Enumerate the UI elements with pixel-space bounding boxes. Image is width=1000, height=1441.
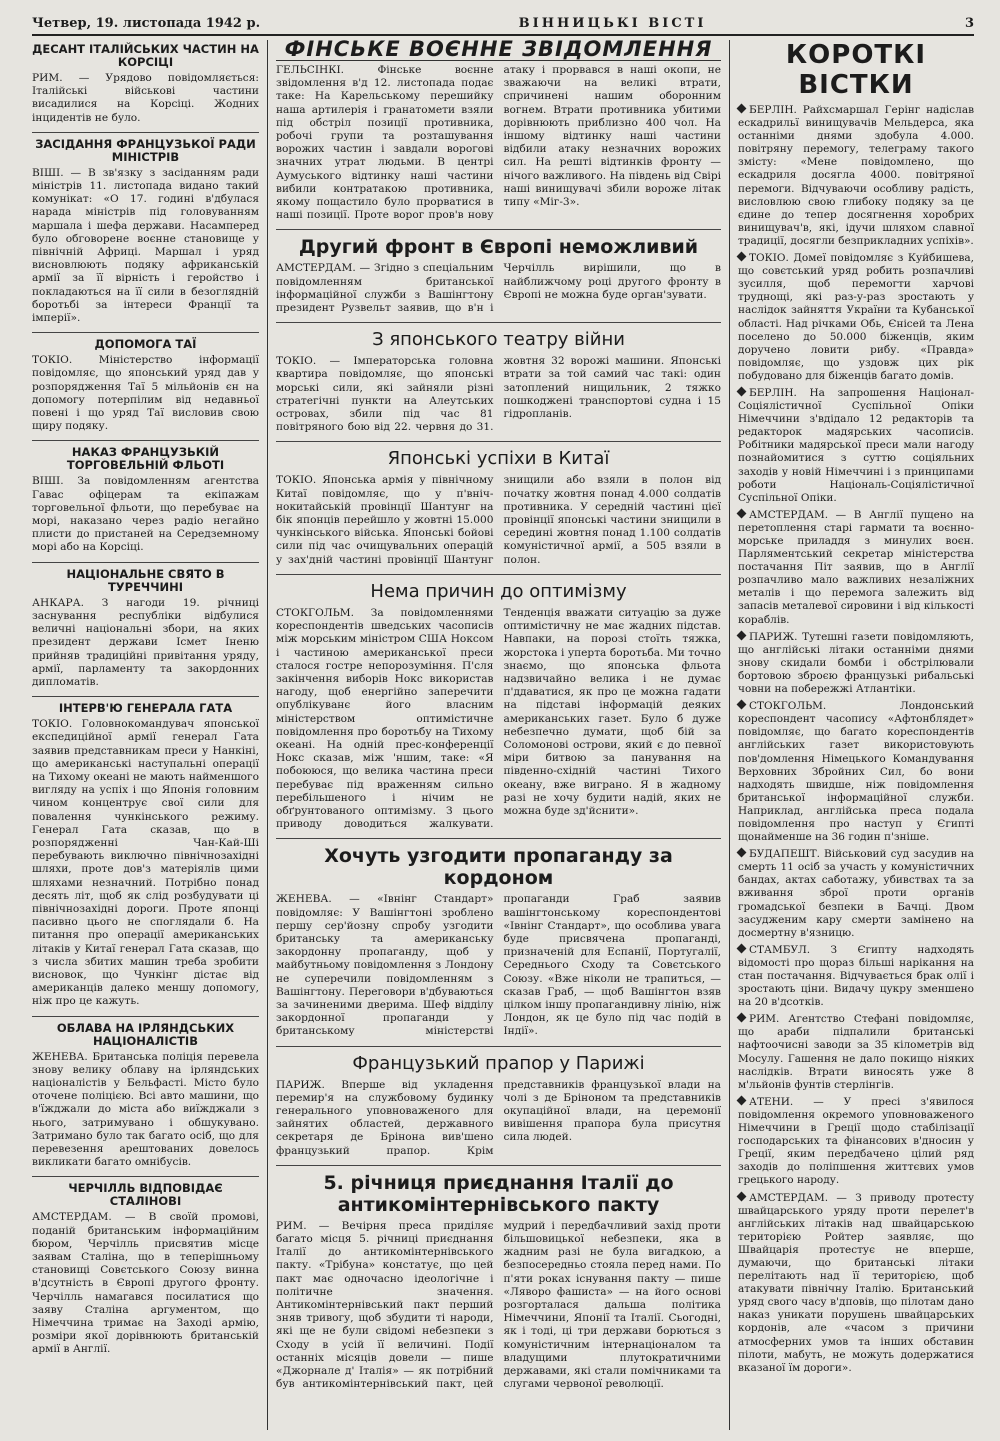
newspaper-title: ВІННИЦЬКІ ВІСТІ [518,16,707,31]
divider [32,1176,259,1177]
news-item-text: ПАРИЖ. Тутешні газети повідомляють, що англійські літаки останніми днями знову скидали бомби і обстрілювали бортовою зброєю французькі рибальські човни на побережжі Атлантіки. [738,630,974,696]
article [276,581,721,831]
article [276,1172,721,1392]
news-item [738,1192,974,1375]
article [32,138,259,325]
article-body: ВІШІ. — В зв'язку з засіданням ради міністрів 11. листопада видано такий комунікат: «О 17. годині в'дбулася нарада міністрів під головуванням маршала і шефа держави. Насамперед було обговорене воєнне становище у північній Африці. Маршал і уряд висновлюють подяку африканській армії за її вірність і геройство і покладаються на її сили в безоглядній боротьбі за інтереси Франції та імперії». [32,166,259,325]
news-item-text: ТОКІО. Домеї повідомляє з Куйбишева, що совєтський уряд робить розпачливі зусилля, щоб перемогти харчові труднощі, які раз-у-раз зростають у наслідок зайняття України та Кубанської області. Над річками Обь, Єнісей та Лена поселено до 50.000 біженців, яким доручено ловити рибу. «Правда» повідомляє, що уздовж цих рік побудовано для біженців багато домів. [738,252,974,382]
divider [276,1165,721,1166]
divider [32,132,259,133]
diamond-icon [737,387,747,397]
news-item [738,1013,974,1092]
article-body: АМСТЕРДАМ. — Згідно з спеціальним повідомленням британської інформаційної служби з Вашінгтону президент Рузвельт заявив, що в'н і Черчілль вирішили, що в найближчому році другого фронту в Європі не можна буде орган'зувати. [276,262,721,315]
left-column [32,40,268,1430]
divider [32,332,259,333]
divider [276,838,721,839]
article-body: ТОКІО. — Імператорська головна квартира повідомляє, що японські морські сили, які зайняли різні стратегічні пункти на Алеутських островах, збили під час 81 повітряного бою від 22. червня до 31. жовтня 32 ворожі машини. Японські втрати за той самий час такі: один затоплений нищильник, 2 тяжко пошкоджені транспортові судна і 15 гідропланів. [276,355,721,434]
diamond-icon [737,943,747,953]
article [32,43,259,125]
article [276,329,721,434]
center-column [268,40,730,1430]
article-headline: ДОПОМОГА ТАЇ [94,337,197,352]
divider [32,562,259,563]
right-column [730,40,974,1430]
divider [276,229,721,230]
diamond-icon [737,1095,747,1105]
article [276,236,721,315]
article-headline: ОБЛАВА НА ІРЛЯНДСЬКИХ НАЦІОНАЛІСТІВ [56,1020,235,1048]
news-item [738,700,974,844]
article-body: РИМ. — Вечірня преса приділяє багато місця 5. річниці приєднання Італії до антикомінтернівського пакту. «Трібуна» констатує, що цей пакт має одночасно ідеологічне і політичне значення. Антикомінтернівський пакт перший зняв тривогу, щоб збудити ті народи, які ще не були свідомі небезпеки з Сходу в усій її величині. Події останніх місяців довели — пише «Джорнале д' Італія» — як потрібний був антикомінтернівський пакт, цей мудрий і передбачливий захід проти більшовицької небезпеки, яка в жадним разі не була вигадкою, а безпосередньо стояла перед нами. По п'яти роках існування пакту — пише «Ляворо фашиста» — на його основі розгорталася дальша політика Німеччини, Японії та Італії. Сьогодні, як і тоді, ці три держави борються з комуністичним інтернаціоналом та владущими плутократичними державами, які стали помічниками та слугами червоної революції. [276,1219,721,1391]
diamond-icon [737,252,747,262]
diamond-icon [737,848,747,858]
article-body: СТОКГОЛЬМ. За повідомленнями кореспондентів шведських часописів між морським міністром США Ноксом і частиною американської преси сталося гостре непорозуміння. П'сля закінчення виборів Нокс використав нагоду, щоб енергійно заперечити опублікуванє його власним міністерством оптимістичне повідомлення про боротьбу на Тихому океані. На одній прес-конференції Нокс сказав, між 'ншим, таке: «Я побоююся, що велика частина преси перебуває під враженням сильно перебільшеного і нічим не обґрунтованого оптимізму. З цього приводу доводиться жалкувати. Тенденція вважати ситуацію за дуже оптимістичну не має жадних підстав. Навпаки, на порозі стоїть тяжка, жорстока і уперта боротьба. Ми точно знаємо, що японська фльота надзвичайно велика і не думає п'ддаватися, як про це можна гадати на підставі інформацій деяких американських газет. Було б дуже небезпечно думати, щоб бій за Соломонові острови, який є до певної міри битвою за панування на південно-східній частині Тихого океану, вже виграно. Я в жадному разі не хочу будити надій, яких не можна буде зд'йснити». [276,606,721,831]
diamond-icon [737,630,747,640]
divider [276,322,721,323]
article-body: РИМ. — Урядово повідомляється: Італійські військові частини висадилися на Корсіці. Жодних інцидентів не було. [32,72,259,124]
article-headline: ЗАСІДАННЯ ФРАНЦУЗЬКОЇ РАДИ МІНІСТРІВ [35,136,256,164]
article-body: АНКАРА. З нагоди 19. річниці заснування республіки відбулися величні національні збори, на яких президент держави Ісмет Іненю прийняв традиційні привітання уряду, армії, парламенту та закордонних дипломатів. [32,596,259,688]
news-item-text: АМСТЕРДАМ. — В Англії пущено на перетоплення старі гармати та воєнно-морське приладдя з минулих воєн. Парляментський секретар міністерства постачання Піт заявив, що в Англії розпачливо мало важливих незаліжних металів і що перемога залежить від запасів металевої сировини і від кількості кораблів. [738,508,974,626]
diamond-icon [737,700,747,710]
article-headline: Нема причин до оптимізму [370,580,627,602]
article-body: ЖЕНЕВА. — «Івнінг Стандарт» повідомляє: У Вашінгтоні зроблено першу сер'йозну спробу узгодити британську та американську закордонну пропаганду, щоб у майбутньому повідомлення з Лондону не суперечили повідомленням з Вашінгтону. Переговори в'дбуваються за зачиненими дверима. Шеф відділу закордонної пропаганди у британському міністерстві пропаганди Граб заявив вашінгтонському кореспондентові «Івнінг Стандарт», що особлива увага буде присвячена пропаганді, призначеній для Еспанії, Португалії, Середнього Сходу та Совєтського Союзу. «Вже ніколи не трапиться, — сказав Граб, — щоб Вашінгтон взяв цілком іншу пропагандивну лінію, ніж Лондон, як це було під час подій в Індії». [276,893,721,1038]
article-headline: 5. річниця приєднання Італії до антикомінтернівського пакту [323,1171,674,1216]
diamond-icon [737,104,747,114]
news-item-text: БЕРЛІН. Райхсмаршал Герінг надіслав ескадрильї винищувачів Мельдерса, яка останніми днями здобула 4.000. повітряну перемогу, телеграму такого змісту: «Мене повідомлено, що ескадриля досягла 4000. повітряної перемоги. Відчуваючи особливу радість, висловлюю свою глибоку подяку за це єдине до тепер досягнення хоробрих винищувач'в, які, ідучи шляхом славної традиції, досягли безприкладних успіхів». [738,104,974,247]
columns [32,40,974,1430]
news-item [738,1096,974,1188]
article [32,1182,259,1356]
article-headline: ФІНСЬКЕ ВОЄННЕ ЗВІДОМЛЕННЯ [276,43,721,61]
article-headline: З японського театру війни [372,329,625,351]
article-body: ГЕЛЬСІНКІ. Фінське воєнне звідомлення в'д 12. листопада подає таке: На Карельському перешийку наша артилерія і гранатомети взяли під обстріл позиції противника, робочі групи та розташування ворожих частин і завдали ворогові значних утрат людьми. В центрі Аумуського відтинку наші частини вибили контратакою противника, якому пощастило було прорватися в наші позиції. Проте ворог пров'в нову атаку і прорвався в наші окопи, не зважаючи на великі втрати, спричинені нашим оборонним вогнем. Втрати противника убитими дорівнюють приблизно 400 чол. На іншому відтинку наші частини відбили атаку незначних ворожих сил. На решті відтинків фронту — нічого важливого. На південь від Свірі наші винищувачі збили вороже літак типу «Міг-3». [276,64,721,222]
divider [32,696,259,697]
page-number: 3 [964,16,974,31]
article-body: ЖЕНЕВА. Британська поліція перевела знову велику облаву на ірляндських націоналістів у Бельфасті. Місто було оточене поліцією. Всі авто машини, що в'їжджали до міста або виїжджали з нього, затримувано і обшукувано. Затримано було так багато осіб, що для перевезення арештованих довелось викликати багато омнібусів. [32,1050,259,1169]
article-headline: Другий фронт в Європі неможливий [298,236,699,259]
article [276,40,721,222]
news-item [738,944,974,1009]
divider [276,441,721,442]
news-item [738,509,974,627]
news-item-text: БЕРЛІН. На запрошення Націонал-Соціялістичної Суспільної Опіки Німеччини з'вдідало 12 редакторів та редакторок мадярських часописів. Робітники мадярської преси мали нагоду познайомитися з суттю соціяльних заходів у новій Німеччині і з принципами роботи Національ-Соціялістичної Суспільної Опіки. [738,386,974,504]
divider [32,440,259,441]
diamond-icon [737,508,747,518]
article [32,702,259,1008]
article-headline: Хочуть узгодити пропаганду за кордоном [324,845,673,890]
article-headline: Японські успіхи в Китаї [387,448,610,470]
news-item-text: СТОКГОЛЬМ. Лондонський кореспондент часопису «Афтонблядет» повідомляє, що багато кореспондентів англійських газет використовують пов'домлення Німецького Командування Верховних Збройних Сил, бо вони надходять швидше, ніж повідомлення британської інформаційної служби. Наприклад, англійська преса подала повідомлення про наступ у Єгипті щонайменше на 36 годин п'зніше. [738,700,974,844]
news-item [738,848,974,940]
article-body: ТОКІО. Головнокомандувач японської експедиційної армії генерал Гата заявив представникам преси у Нанкіні, що американські наступальні операції на Тихому океані не мають найменшого вигляду на успіх і що Японія головним чином концентрує свої сили для повалення чункінського режиму. Генерал Гата сказав, що в розпорядженні Чан-Кай-Ші перебувають виключно північнозахідні шляхи, проте дов'з матеріялів цими шляхами незначний. Потрібно понад десять літ, щоб як слід розбудувати ці північнозахідні дороги. Проте японці пасивно цього не споглядали б. На питання про операції американських літаків у Китаї генерал Гата сказав, що з числа збитих машин треба зробити висновок, що Чункінг дістає від американців далеко меншу допомогу, ніж про це кажуть. [32,718,259,1008]
news-item-text: АТЕНИ. — У пресі з'явилося повідомлення окремого уповноваженого Німеччини в Греції щодо стабілізації господарських та фінансових в'дносин у Греції, яким передбачено цілий ряд заходів до поліпшення життєвих умов грецького народу. [738,1095,974,1187]
article-body: ВІШІ. За повідомленням агентства Гавас офіцерам та екіпажам торговельної фльоти, що перебуває на морі, наказано через радіо негайно плисти до пристаней на Середземному морі або на Корсіці. [32,475,259,554]
news-item [738,387,974,505]
article [32,1022,259,1170]
article [276,1053,721,1158]
article-headline: ІНТЕРВ'Ю ГЕНЕРАЛА ГАТА [58,701,233,716]
article-headline: ДЕСАНТ ІТАЛІЙСЬКИХ ЧАСТИН НА КОРСІЦІ [32,42,259,69]
article-body: ТОКІО. Міністерство інформації повідомляє, що японський уряд дав у розпорядження Таї 5 мільйонів єн на допомогу потерпілим від недавньої повені і що уряд Таї висловив свою щиру подяку. [32,354,259,433]
article-headline: НАКАЗ ФРАНЦУЗЬКІЙ ТОРГОВЕЛЬНІЙ ФЛЬОТІ [66,445,225,473]
article [32,446,259,554]
news-item [738,104,974,248]
diamond-icon [737,1013,747,1023]
article-body: АМСТЕРДАМ. — В своїй промові, поданій британським інформаційним бюром, Черчілль присвятив місце заявам Сталіна, що в теперішньому становищі Совєтського Союзу винна в'дсутність в Європі другого фронту. Черчілль намагався посилатися що заяву Сталіна аргументом, що Німеччина тримає на Заході армію, розміри якої дорівнюють британській армії в Англії. [32,1211,259,1356]
article-body: ПАРИЖ. Вперше від укладення перемир'я на службовому будинку генерального уповноваженого для зайнятих областей, державного секретаря де Брінона вив'шено французький прапор. Крім представників французької влади на чолі з де Бріноном та представників окупаційної влади, на церемонії вивішення прапора була присутня сила людей. [276,1078,721,1157]
article [276,448,721,566]
divider [32,1016,259,1017]
article [32,568,259,689]
article-body: ТОКІО. Японська армія у північному Китаї повідомляє, що у п'вніч-нокитайській провінції Шантунг на бік японців перейшло у жовтні 15.000 чункінського війська. Японські бойові сили під час очищувальних операцій у зах'дній частині провінції Шантунг знищили або взяли в полон від початку жовтня понад 4.000 солдатів противника. У середній частині цієї провінції японські частини знищили в середині жовтня понад 1.100 солдатів комуністичної армії, а 505 взяли в полон. [276,474,721,566]
news-item [738,631,974,696]
news-item-text: АМСТЕРДАМ. — З приводу протесту швайцарського уряду проти перелет'в англійських літаків над швайцарською територією Ройтер заявляє, що Швайцарія протестує не вперше, думаючи, що британські літаки перелітають над її територією, щоб атакувати північну Італію. Британський уряд свого часу в'дповів, що пілотам дано наказ уникати порушень швайцарських кордонів, але «часом з причини атмосферних умов та інших обставин пілоти, мабуть, не можуть додержатися вказаної їм дороги». [738,1191,974,1374]
news-item [738,252,974,383]
article [276,845,721,1038]
article-headline: Французький прапор у Парижі [352,1052,645,1074]
article-headline: ЧЕРЧІЛЛЬ ВІДПОВІДАЄ СТАЛІНОВІ [68,1181,223,1209]
masthead [32,16,974,36]
divider [276,574,721,575]
short-news-heading: КОРОТКІ ВІСТКИ [785,40,927,100]
issue-date: Четвер, 19. листопада 1942 р. [32,16,261,31]
diamond-icon [737,1191,747,1201]
news-item-text: СТАМБУЛ. З Єгипту надходять відомості про щораз більші нарікання на стан постачання. Відчувається брак олії і зростають ціни. Видачу цукру зменшено на 20 в'дсотків. [738,943,974,1009]
article [32,338,259,433]
news-item-text: БУДАПЕШТ. Військовий суд засудив на смерть 11 осіб за участь у комуністичних бандах, актах саботажу, убивствах та за вживання зброї проти органів громадської безпеки в Бачці. Двом засудженим кару смерти замінено на досмертну в'язницю. [738,848,974,939]
article-headline: НАЦІОНАЛЬНЕ СВЯТО В ТУРЕЧЧИНІ [66,566,225,594]
news-item-text: РИМ. Агентство Стефані повідомляє, що араби підпалили британські нафтоочисні заводи за 35 кілометрів від Мосулу. Гашення не дало покищо ніяких наслідків. Втрати виносять уже 8 м'льйонів фунтів стерлінгів. [738,1013,974,1091]
divider [276,1046,721,1047]
